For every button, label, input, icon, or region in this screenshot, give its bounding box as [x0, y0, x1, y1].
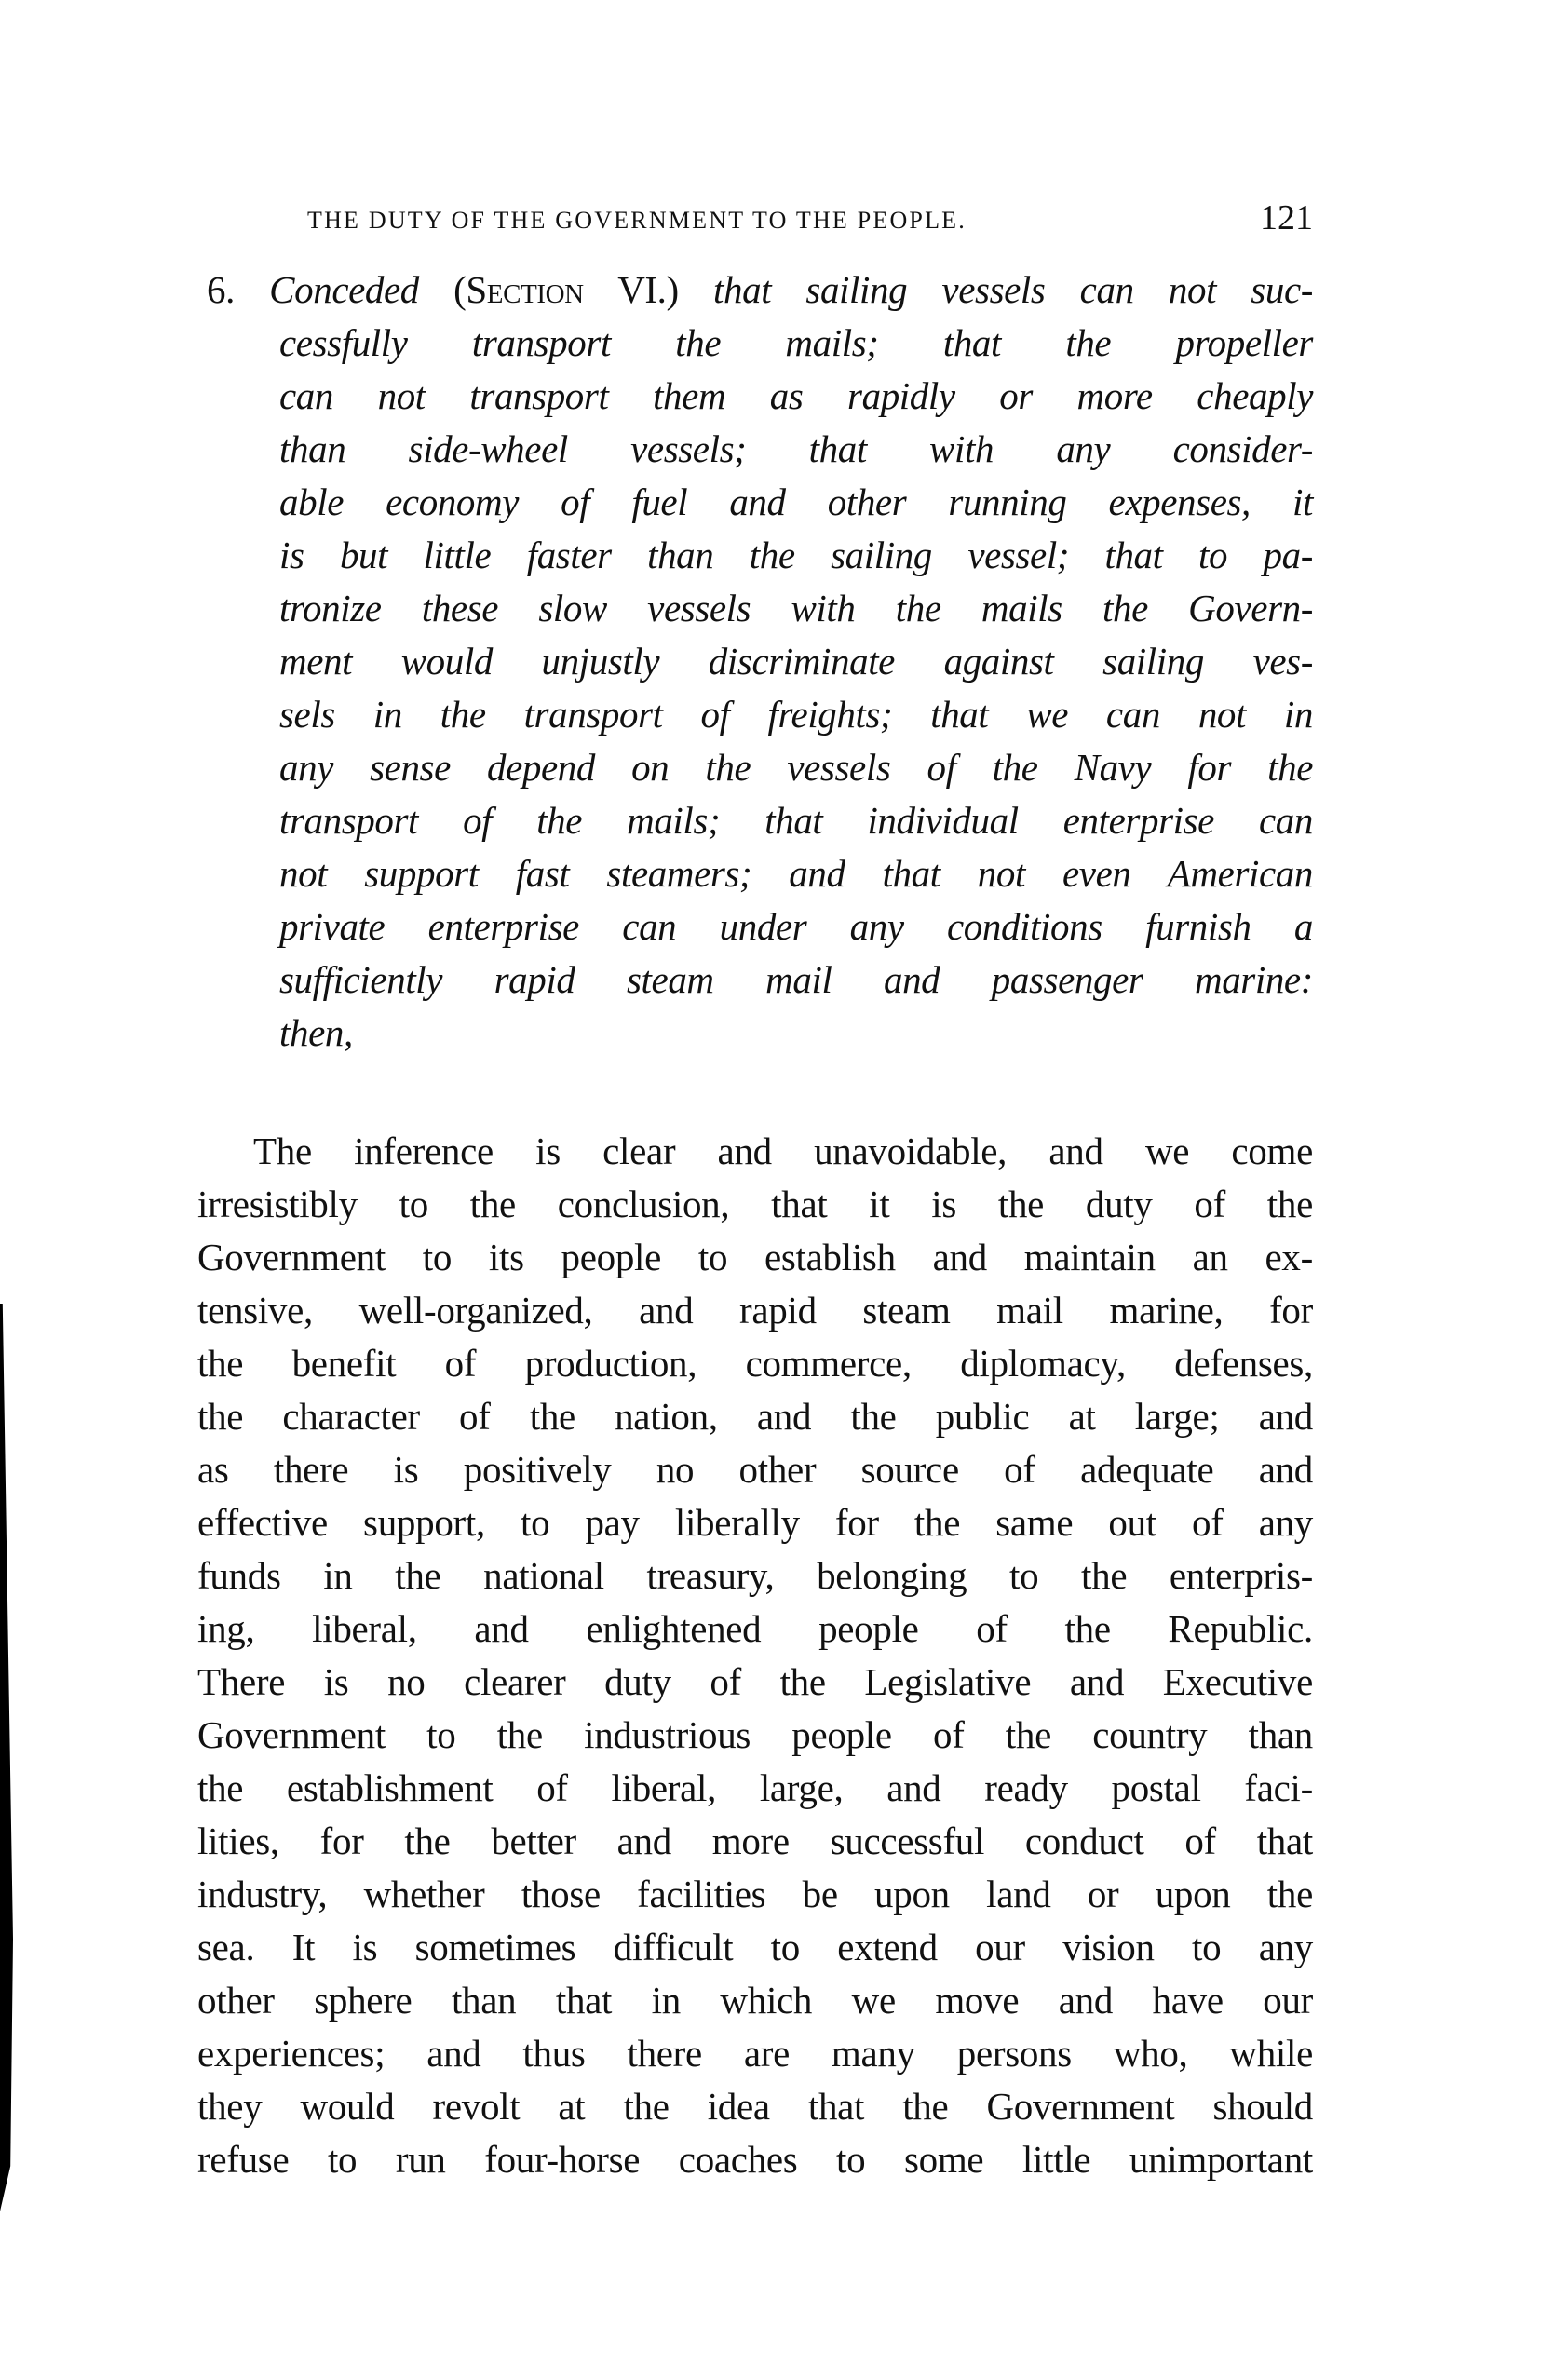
section-ref-word: Section — [466, 268, 584, 311]
paragraph-line: as there is positively no other source of adequate and — [197, 1448, 1313, 1491]
section-ref-numeral: VI.) — [617, 268, 679, 311]
paragraph-line: sea. It is sometimes difficult to extend our vision to any — [197, 1926, 1313, 1968]
item-line: tronize these slow vessels with the mails the Govern- — [279, 587, 1313, 629]
paragraph-line: the benefit of production, commerce, diplomacy, defenses, — [197, 1342, 1313, 1385]
paragraph-line: other sphere than that in which we move and have our — [197, 1979, 1313, 2022]
paragraph-line: the character of the nation, and the public at large; and — [197, 1395, 1313, 1438]
numbered-item-6 — [197, 264, 1313, 1060]
paragraph-line: tensive, well-organized, and rapid steam mail marine, for — [197, 1289, 1313, 1332]
paragraph-line: funds in the national treasury, belonging to the enterpris- — [197, 1554, 1313, 1597]
section-ref — [453, 268, 679, 311]
paragraph-line: There is no clearer duty of the Legislative and Executive — [197, 1660, 1313, 1703]
item-line: ment would unjustly discriminate against sailing ves- — [279, 640, 1313, 683]
item-line: private enterprise can under any conditions furnish a — [279, 905, 1313, 948]
item-line — [197, 264, 1313, 317]
item-line: transport of the mails; that individual enterprise can — [279, 799, 1313, 842]
item-line: sels in the transport of freights; that we can not in — [279, 693, 1313, 736]
page-number: 121 — [1260, 198, 1313, 237]
running-title: THE DUTY OF THE GOVERNMENT TO THE PEOPLE. — [307, 207, 967, 234]
body-paragraph — [197, 1125, 1313, 2186]
item-line: cessfully transport the mails; that the propeller — [279, 321, 1313, 364]
paragraph-line: refuse to run four-horse coaches to some little unimportant — [197, 2138, 1313, 2181]
item-number: 6. — [207, 268, 235, 311]
paragraph-line: the establishment of liberal, large, and ready postal faci- — [197, 1766, 1313, 1809]
item-line: can not transport them as rapidly or more cheaply — [279, 374, 1313, 417]
item-line-text: that sailing vessels can not suc- — [713, 268, 1313, 311]
paragraph-line: irresistibly to the conclusion, that it is the duty of the — [197, 1183, 1313, 1225]
item-line: is but little faster than the sailing vessel; that to pa- — [279, 534, 1313, 576]
item-line: then, — [279, 1011, 353, 1054]
item-line: not support fast steamers; and that not even American — [279, 852, 1313, 895]
item-line: sufficiently rapid steam mail and passenger marine: — [279, 958, 1313, 1001]
paragraph-line: Government to the industrious people of the country than — [197, 1713, 1313, 1756]
running-head — [307, 197, 1313, 244]
scan-edge-shadow — [0, 1304, 13, 2211]
item-line: than side-wheel vessels; that with any consider- — [279, 427, 1313, 470]
paragraph-line: industry, whether those facilities be upon land or upon the — [197, 1873, 1313, 1915]
paragraph-line: effective support, to pay liberally for the same out of any — [197, 1501, 1313, 1544]
item-line: able economy of fuel and other running expenses, it — [279, 480, 1313, 523]
paragraph-line: they would revolt at the idea that the Government should — [197, 2085, 1313, 2128]
item-line: any sense depend on the vessels of the Navy for the — [279, 746, 1313, 789]
paragraph-line: The inference is clear and unavoidable, and we come — [253, 1129, 1313, 1172]
paragraph-line: Government to its people to establish and maintain an ex- — [197, 1236, 1313, 1278]
paragraph-line: ing, liberal, and enlightened people of the Republic. — [197, 1607, 1313, 1650]
paragraph-line: experiences; and thus there are many persons who, while — [197, 2032, 1313, 2075]
section-ref-paren: ( — [453, 268, 467, 311]
paragraph-line: lities, for the better and more successful conduct of that — [197, 1819, 1313, 1862]
item-first-word: Conceded — [269, 268, 419, 311]
